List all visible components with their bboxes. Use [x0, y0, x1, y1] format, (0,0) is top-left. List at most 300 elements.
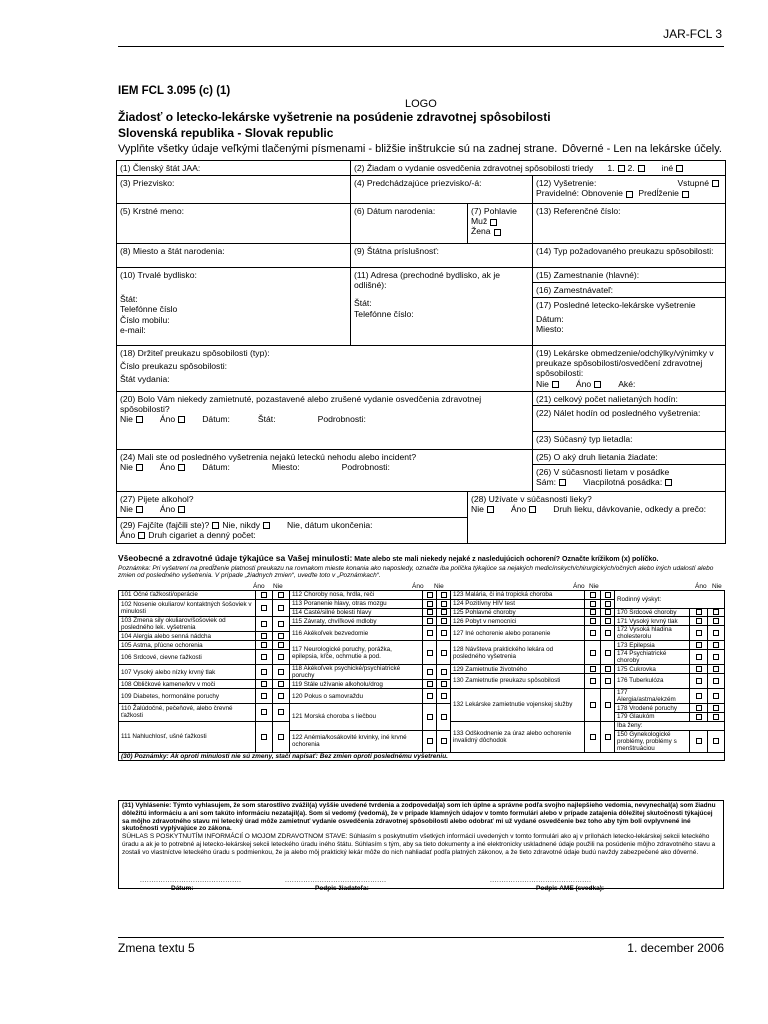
history-no-cell — [273, 599, 290, 617]
class-1-checkbox[interactable] — [618, 165, 625, 172]
confidential-note: Dôverné - Len na lekárske účely. — [562, 143, 722, 155]
history-no-checkbox[interactable] — [605, 630, 611, 636]
history-no-cell — [437, 680, 451, 689]
history-no-cell — [601, 617, 615, 626]
history-yes-checkbox[interactable] — [427, 714, 433, 720]
limitations-no-checkbox[interactable] — [552, 381, 559, 388]
history-yes-checkbox[interactable] — [696, 678, 702, 684]
history-yes-cell — [256, 641, 273, 650]
history-no-cell — [273, 689, 290, 704]
history-yes-cell — [256, 591, 273, 600]
header-rule — [118, 46, 724, 47]
history-no-checkbox[interactable] — [713, 609, 719, 615]
field-permanent-address[interactable]: (10) Trvalé bydlisko: Štát: Telefónne číslo Číslo mobilu: e-mail: — [117, 268, 351, 346]
no-label: Nie — [712, 583, 722, 590]
history-yes-checkbox[interactable] — [590, 650, 596, 656]
field-examination: (12) Vyšetrenie: Vstupné Pravidelné: Obnovenie Predĺženie — [533, 176, 726, 204]
history-no-checkbox[interactable] — [713, 666, 719, 672]
history-no-cell — [437, 730, 451, 752]
alcohol-no-checkbox[interactable] — [136, 506, 143, 513]
history-no-checkbox[interactable] — [278, 605, 284, 611]
medication-yes-checkbox[interactable] — [529, 506, 536, 513]
alcohol-yes-checkbox[interactable] — [178, 506, 185, 513]
history-yes-checkbox[interactable] — [696, 738, 702, 744]
history-yes-cell — [256, 704, 273, 722]
history-item-label: 175 Cukrovka — [615, 665, 690, 674]
smoking-checkbox[interactable] — [212, 522, 219, 529]
history-no-checkbox[interactable] — [713, 618, 719, 624]
history-no-checkbox[interactable] — [278, 633, 284, 639]
history-item-label: 112 Choroby nosa, hrdla, reči — [290, 591, 423, 600]
history-yes-cell — [690, 704, 708, 713]
no-label: Nie — [589, 583, 599, 590]
history-item-label: 170 Srdcové choroby — [615, 608, 690, 617]
footer-amendment: Zmena textu 5 — [118, 941, 195, 955]
declaration-block — [118, 800, 724, 889]
history-item-label: 178 Vrodené poruchy — [615, 704, 690, 713]
history-item-label: 150 Gynekologické problémy, problémy s menštruáciou — [615, 730, 690, 752]
applicant-signature-label: Podpis žiadateľa: — [315, 885, 369, 892]
history-no-cell — [273, 665, 290, 680]
female-checkbox[interactable] — [494, 229, 501, 236]
history-yes-cell — [256, 665, 273, 680]
history-yes-cell — [423, 689, 437, 704]
history-item-label: 119 Stále užívanie alkoholu/drog — [290, 680, 423, 689]
history-no-checkbox[interactable] — [441, 650, 447, 656]
family-history-header: Rodinný výskyt: — [615, 591, 725, 609]
date-line: ............................................ — [140, 877, 242, 884]
history-item-label: 123 Malária, či iná tropická choroba — [451, 591, 585, 600]
history-yes-checkbox[interactable] — [427, 681, 433, 687]
no-label: Nie — [273, 583, 283, 590]
history-yes-checkbox[interactable] — [590, 678, 596, 684]
history-no-checkbox[interactable] — [278, 621, 284, 627]
history-yes-checkbox[interactable] — [261, 592, 267, 598]
field-occupation[interactable]: (15) Zamestnanie (hlavné): — [533, 268, 725, 283]
history-yes-checkbox[interactable] — [590, 601, 596, 607]
accident-no-checkbox[interactable] — [136, 464, 143, 471]
history-no-checkbox[interactable] — [441, 693, 447, 699]
history-no-cell — [601, 626, 615, 641]
remarks-field[interactable]: (30) Poznámky: Ak oproti minulosti nie sú zmeny, stačí napísať: Bez zmien oproti poslednému vyšetreniu. — [119, 752, 725, 761]
history-note: Poznámka: Pri vyšetrení na predĺženie platnosti preukazu na rovnakom mieste konania ako naposledy, označte iba políčka týkajúce sa nejakých medicínskych/chirurgických/očných alebo iných udalostí alebo zmien od posledného vyšetrenia. V prípade „žiadnych zmien“, uveďte toto v „Poznámkach“. — [118, 565, 714, 580]
history-no-checkbox[interactable] — [278, 709, 284, 715]
history-no-cell — [273, 680, 290, 689]
history-item-label: 130 Zamietnutie preukazu spôsobilosti — [451, 673, 585, 688]
extension-checkbox[interactable] — [682, 191, 689, 198]
history-no-checkbox[interactable] — [441, 669, 447, 675]
multi-crew-checkbox[interactable] — [665, 479, 672, 486]
history-no-checkbox[interactable] — [713, 705, 719, 711]
history-item-label: 120 Pokus o samovraždu — [290, 689, 423, 704]
history-yes-checkbox[interactable] — [261, 709, 267, 715]
history-yes-checkbox[interactable] — [427, 630, 433, 636]
history-no-checkbox[interactable] — [441, 738, 447, 744]
field-smoking: (29) Fajčíte (fajčili ste)? Nie, nikdy Nie, dátum ukončenia: Áno Druh cigariet a denný počet: — [117, 517, 468, 543]
field-aircraft-type[interactable]: (23) Súčasný typ lietadla: — [536, 433, 633, 444]
history-yes-cell — [690, 641, 708, 650]
history-yes-cell — [423, 641, 437, 665]
history-yes-checkbox[interactable] — [696, 630, 702, 636]
history-yes-checkbox[interactable] — [261, 693, 267, 699]
history-item-label: 124 Pozitívny HIV test — [451, 599, 585, 608]
yes-label: Áno — [412, 583, 424, 590]
history-yes-checkbox[interactable] — [696, 654, 702, 660]
history-no-cell — [437, 704, 451, 730]
history-yes-checkbox[interactable] — [590, 618, 596, 624]
history-yes-checkbox[interactable] — [696, 693, 702, 699]
history-item-label: 171 Vysoký krvný tlak — [615, 617, 690, 626]
history-item-label: 122 Anémia/kosákovité krvinky, iné krvné ochorenia — [290, 730, 423, 752]
history-no-cell — [601, 665, 615, 674]
history-yes-cell — [585, 641, 601, 665]
history-no-checkbox[interactable] — [278, 654, 284, 660]
doc-id: JAR-FCL 3 — [663, 27, 722, 41]
history-yes-checkbox[interactable] — [427, 609, 433, 615]
history-no-cell — [437, 599, 451, 608]
history-no-cell — [273, 591, 290, 600]
history-yes-cell — [256, 599, 273, 617]
history-item-label: 121 Morská choroba s liečbou — [290, 704, 423, 730]
history-no-cell — [708, 650, 725, 665]
history-yes-checkbox[interactable] — [696, 714, 702, 720]
history-no-checkbox[interactable] — [278, 693, 284, 699]
history-yes-cell — [690, 665, 708, 674]
yes-label: Áno — [573, 583, 585, 590]
remarks-row — [119, 752, 725, 761]
renewal-checkbox[interactable] — [626, 191, 633, 198]
history-no-checkbox[interactable] — [441, 681, 447, 687]
field-nationality[interactable]: (9) Štátna príslušnosť: — [351, 244, 533, 268]
history-no-cell — [601, 689, 615, 722]
history-no-cell — [437, 608, 451, 617]
field-birth-place[interactable]: (8) Miesto a štát narodenia: — [117, 244, 351, 268]
history-yes-checkbox[interactable] — [261, 633, 267, 639]
history-no-checkbox[interactable] — [278, 669, 284, 675]
history-no-cell — [708, 665, 725, 674]
denied-yes-checkbox[interactable] — [178, 416, 185, 423]
history-yes-checkbox[interactable] — [427, 650, 433, 656]
history-item-label: 173 Epilepsia — [615, 641, 690, 650]
class-other-checkbox[interactable] — [676, 165, 683, 172]
medication-no-checkbox[interactable] — [487, 506, 494, 513]
initial-checkbox[interactable] — [712, 180, 719, 187]
field-member-state[interactable]: (1) Členský štát JAA: — [117, 161, 351, 176]
history-item-label: 176 Tuberkulóza — [615, 673, 690, 688]
history-yes-cell — [585, 665, 601, 674]
history-yes-checkbox[interactable] — [696, 666, 702, 672]
history-no-cell — [273, 632, 290, 641]
history-no-cell — [437, 689, 451, 704]
history-item-label: 114 Časté/silné bolesti hlavy — [290, 608, 423, 617]
history-item-label: 118 Akékoľvek psychické/psychiatrické poruchy — [290, 665, 423, 680]
history-item-label: 109 Diabetes, hormonálne poruchy — [119, 689, 256, 704]
history-yes-checkbox[interactable] — [696, 609, 702, 615]
history-item-label: 104 Alergia alebo senná nádcha — [119, 632, 256, 641]
history-no-checkbox[interactable] — [713, 738, 719, 744]
history-yes-cell — [585, 689, 601, 722]
field-flying-type[interactable]: (25) O aký druh lietania žiadate: — [533, 450, 725, 465]
history-yes-cell — [256, 721, 273, 752]
history-no-cell — [273, 721, 290, 752]
history-yes-checkbox[interactable] — [427, 738, 433, 744]
history-yes-cell — [423, 591, 437, 600]
history-row — [119, 641, 725, 650]
history-no-cell — [601, 673, 615, 688]
history-no-cell — [437, 591, 451, 600]
history-no-cell — [437, 641, 451, 665]
footer-rule — [118, 937, 724, 938]
history-item-label: 105 Astma, pľúcne ochorenia — [119, 641, 256, 650]
history-no-cell — [601, 608, 615, 617]
history-yes-cell — [690, 617, 708, 626]
history-yes-checkbox[interactable] — [696, 705, 702, 711]
history-yes-checkbox[interactable] — [261, 642, 267, 648]
history-yes-checkbox[interactable] — [261, 621, 267, 627]
applicant-form — [116, 160, 726, 544]
history-no-cell — [273, 650, 290, 665]
history-no-cell — [708, 608, 725, 617]
field-denied: (20) Bolo Vám niekedy zamietnuté, pozastavené alebo zrušené vydanie osvedčenia zdravotnej spôsobilosti? Nie Áno Dátum: Štát: Podrobnosti: — [117, 391, 533, 449]
history-yes-cell — [423, 704, 437, 730]
history-item-label: 172 Vysoká hladina cholesterolu — [615, 626, 690, 641]
field-employer[interactable]: (16) Zamestnávateľ: — [533, 283, 725, 298]
history-yes-checkbox[interactable] — [261, 654, 267, 660]
history-no-cell — [708, 712, 725, 721]
field-total-hours[interactable]: (21) celkový počet nalietaných hodín: — [533, 392, 725, 406]
applicant-signature-line: ............................................ — [285, 877, 387, 884]
history-no-checkbox[interactable] — [441, 609, 447, 615]
history-yes-cell — [423, 626, 437, 641]
ame-signature-label: Podpis AME (svedka): — [536, 885, 605, 892]
history-item-label: 106 Srdcové, cievne ťažkosti — [119, 650, 256, 665]
history-item-label: 179 Glaukóm — [615, 712, 690, 721]
history-yes-checkbox[interactable] — [590, 592, 596, 598]
accident-yes-checkbox[interactable] — [178, 464, 185, 471]
solo-checkbox[interactable] — [559, 479, 566, 486]
smoker-checkbox[interactable] — [138, 532, 145, 539]
field-flying-group — [533, 449, 726, 491]
history-no-checkbox[interactable] — [278, 592, 284, 598]
history-yes-checkbox[interactable] — [261, 734, 267, 740]
history-item-label: 111 Nahluchlosť, ušné ťažkosti — [119, 721, 256, 752]
history-no-cell — [708, 689, 725, 704]
history-item-label: 125 Pohlavné choroby — [451, 608, 585, 617]
history-no-cell — [708, 673, 725, 688]
declaration-text: (31) Vyhlásenie: Týmto vyhlasujem, že som starostlivo zvážil(a) vyššie uvedené tvrdenia a zodpovedal(a) som ich úplne a správne podľa svojho najlepšieho vedomia, nevynechal(a) som žiadnu dôležitú informáciu a ani som takúto informáciu nezatajil(a). Som si vedomý (vedomá), že v prípade klamných údajov v tomto formulári alebo v prípade zatajenia dôležitej skutočnosti týkajúcej sa môjho zdravotného stavu mi letecký úrad môže zamietnuť vydanie osvedčenia zdravotnej spôsobilosti alebo odobrať mi už vydané osvedčenie bez toho aby tým boli ovplyvnené iné skutočnosti vyplývajúce zo zákona. SÚHLAS S POSKYTNUTÍM INFORMÁCIÍ O MOJOM ZDRAVOTNOM STAVE: Súhlasím s poskytnutím všetkých informácií uvedených v tomto formulári ako aj v prílohách letecko-lekárskej sekcii leteckého úradu a ak je to potrebné aj letecko-lekárskej sekcii leteckého úradu iného štátu. Súhlasím s tým, aby sa tieto dokumenty a iné elektronicky uskladnené údaje použili na posúdenie môjho zdravotného stavu a zostali vo vlastníctve leteckého úradu s podmienkou, že ja alebo môj praktický lekár môže do nich nahliadať podľa platných zákonov, a že tieto zdravotné údaje budú navždy zabezpečené ako dôverné. — [119, 801, 724, 889]
history-item-label: 110 Žalúdočné, pečeňové, alebo črevné ťažkosti — [119, 704, 256, 722]
history-no-checkbox[interactable] — [441, 714, 447, 720]
field-surname[interactable]: (3) Priezvisko: — [117, 176, 351, 204]
history-no-checkbox[interactable] — [441, 630, 447, 636]
history-yes-checkbox[interactable] — [261, 605, 267, 611]
history-yes-cell — [690, 650, 708, 665]
form-country: Slovenská republika - Slovak republic — [118, 126, 334, 140]
history-no-checkbox[interactable] — [605, 592, 611, 598]
ame-signature-line: ............................................ — [490, 877, 592, 884]
history-yes-cell — [585, 608, 601, 617]
field-medication: (28) Užívate v súčasnosti lieky? Nie Áno Druh lieku, dávkovanie, odkedy a prečo: — [468, 491, 726, 543]
history-yes-cell — [585, 673, 601, 688]
history-yes-checkbox[interactable] — [261, 681, 267, 687]
history-no-checkbox[interactable] — [278, 681, 284, 687]
history-item-label: 128 Návšteva praktického lekára od posledného vyšetrenia — [451, 641, 585, 665]
history-yes-cell — [585, 721, 601, 752]
history-yes-cell — [690, 673, 708, 688]
field-reference-number[interactable]: (13) Referenčné číslo: — [533, 204, 726, 244]
history-item-label: 127 Iné ochorenie alebo poranenie — [451, 626, 585, 641]
history-no-checkbox[interactable] — [605, 601, 611, 607]
history-no-cell — [708, 704, 725, 713]
history-item-label: 117 Neurologické poruchy, porážka, epilepsia, kŕče, ochrnutie a pod. — [290, 641, 423, 665]
history-yes-checkbox[interactable] — [590, 734, 596, 740]
history-item-label: 132 Lekárske zamietnutie vojenskej služby — [451, 689, 585, 722]
history-no-checkbox[interactable] — [441, 592, 447, 598]
history-item-label: 174 Psychiatrické choroby — [615, 650, 690, 665]
history-yes-cell — [690, 712, 708, 721]
field-accident: (24) Mali ste od posledného vyšetrenia nejakú leteckú nehodu alebo incident? Nie Áno Dátum: Miesto: Podrobnosti: — [117, 449, 533, 491]
history-item-label: 108 Obličkové kamene/krv v moči — [119, 680, 256, 689]
history-no-checkbox[interactable] — [605, 678, 611, 684]
male-checkbox[interactable] — [490, 219, 497, 226]
history-yes-cell — [585, 617, 601, 626]
history-item-label: 113 Poranenie hlavy, otras mozgu — [290, 599, 423, 608]
history-yes-cell — [256, 650, 273, 665]
history-no-checkbox[interactable] — [278, 642, 284, 648]
history-no-checkbox[interactable] — [605, 666, 611, 672]
history-row — [119, 689, 725, 704]
history-yes-checkbox[interactable] — [590, 666, 596, 672]
field-sex: (7) Pohlavie Muž Žena — [468, 204, 533, 244]
history-yes-cell — [256, 689, 273, 704]
field-previous-surname[interactable]: (4) Predchádzajúce priezvisko/-á: — [351, 176, 533, 204]
history-no-cell — [601, 641, 615, 665]
history-no-checkbox[interactable] — [605, 618, 611, 624]
field-licence-holder[interactable]: (18) Držiteľ preukazu spôsobilosti (typ): Číslo preukazu spôsobilosti: Štát vydania: — [117, 346, 533, 392]
field-first-name[interactable]: (5) Krstné meno: — [117, 204, 351, 244]
history-no-checkbox[interactable] — [713, 693, 719, 699]
history-no-cell — [437, 665, 451, 680]
history-item-label: Iba ženy: — [615, 721, 725, 730]
history-item-label: 103 Zmena sily okuliarov/šošoviek od posledného lek. vyšetrenia — [119, 617, 256, 632]
history-yes-checkbox[interactable] — [590, 702, 596, 708]
yes-label: Áno — [253, 583, 265, 590]
history-no-checkbox[interactable] — [713, 678, 719, 684]
form-code: IEM FCL 3.095 (c) (1) — [118, 85, 231, 97]
history-no-checkbox[interactable] — [605, 702, 611, 708]
field-birth-date[interactable]: (6) Dátum narodenia: — [351, 204, 468, 244]
history-heading: Všeobecné a zdravotné údaje týkajúce sa Vašej minulosti: Mate alebo ste mali niekedy nejaké z nasledujúcich ochorení? Označte krížikom (x) políčko. — [118, 553, 659, 563]
history-yes-cell — [423, 665, 437, 680]
yes-label: Áno — [695, 583, 707, 590]
history-no-checkbox[interactable] — [278, 734, 284, 740]
history-item-label: 102 Nosenie okuliarov/ kontaktných šošoviek v minulosti — [119, 599, 256, 617]
history-yes-checkbox[interactable] — [427, 669, 433, 675]
history-no-cell — [437, 617, 451, 626]
history-no-cell — [601, 599, 615, 608]
field-last-exam[interactable]: (17) Posledné letecko-lekárske vyšetrenie Dátum: Miesto: — [536, 300, 696, 334]
field-occupation-group — [533, 268, 726, 346]
history-no-checkbox[interactable] — [713, 714, 719, 720]
history-item-label: 133 Odškodnenie za úraz alebo ochorenie invalidný dôchodok — [451, 721, 585, 752]
history-yes-cell — [585, 591, 601, 600]
history-no-cell — [708, 730, 725, 752]
history-yes-checkbox[interactable] — [590, 630, 596, 636]
history-yes-cell — [423, 680, 437, 689]
history-yes-checkbox[interactable] — [696, 642, 702, 648]
field-temporary-address[interactable]: (11) Adresa (prechodné bydlisko, ak je odlišné): Štát: Telefónne číslo: — [351, 268, 533, 346]
history-no-checkbox[interactable] — [713, 630, 719, 636]
limitations-yes-checkbox[interactable] — [594, 381, 601, 388]
history-no-checkbox[interactable] — [605, 650, 611, 656]
history-yes-checkbox[interactable] — [427, 693, 433, 699]
class-2-checkbox[interactable] — [638, 165, 645, 172]
history-no-cell — [601, 591, 615, 600]
never-smoked-checkbox[interactable] — [263, 522, 270, 529]
history-no-checkbox[interactable] — [713, 642, 719, 648]
medical-history-table — [118, 590, 725, 761]
history-item-label: 177 Alergia/astma/ekzém — [615, 689, 690, 704]
denied-no-checkbox[interactable] — [136, 416, 143, 423]
history-yes-checkbox[interactable] — [590, 609, 596, 615]
history-yes-cell — [423, 617, 437, 626]
form-instructions: Vyplňte všetky údaje veľkými tlačenými písmenami - bližšie inštrukcie sú na zadnej strane. — [118, 143, 558, 155]
history-yes-cell — [690, 730, 708, 752]
history-yes-cell — [256, 680, 273, 689]
history-yes-checkbox[interactable] — [427, 601, 433, 607]
history-item-label: 129 Zamietnutie životného — [451, 665, 585, 674]
history-item-label: 101 Očné ťažkosti/operácie — [119, 591, 256, 600]
history-no-cell — [708, 617, 725, 626]
history-yes-checkbox[interactable] — [427, 618, 433, 624]
history-no-cell — [273, 704, 290, 722]
logo-placeholder: LOGO — [405, 98, 437, 110]
form-title: Žiadosť o letecko-lekárske vyšetrenie na posúdenie zdravotnej spôsobilosti — [118, 110, 551, 124]
history-no-cell — [437, 626, 451, 641]
field-alcohol: (27) Pijete alkohol? Nie Áno — [117, 491, 468, 517]
history-item-label: 116 Akékoľvek bezvedomie — [290, 626, 423, 641]
footer-date: 1. december 2006 — [627, 941, 724, 955]
history-yes-cell — [423, 599, 437, 608]
history-yes-checkbox[interactable] — [261, 669, 267, 675]
history-no-cell — [273, 617, 290, 632]
history-yes-cell — [690, 608, 708, 617]
history-yes-cell — [690, 626, 708, 641]
history-item-label: 115 Závraty, chvíľkové mdloby — [290, 617, 423, 626]
history-no-checkbox[interactable] — [605, 609, 611, 615]
history-row — [119, 665, 725, 674]
history-yes-checkbox[interactable] — [696, 618, 702, 624]
field-hours-group — [533, 391, 726, 449]
history-yes-cell — [690, 689, 708, 704]
history-no-checkbox[interactable] — [441, 601, 447, 607]
field-licence-type[interactable]: (14) Typ požadovaného preukazu spôsobilosti: — [533, 244, 726, 268]
history-no-cell — [273, 641, 290, 650]
history-no-checkbox[interactable] — [605, 734, 611, 740]
history-yes-cell — [585, 599, 601, 608]
date-label: Dátum: — [171, 885, 194, 892]
history-no-checkbox[interactable] — [441, 618, 447, 624]
field-hours-since[interactable]: (22) Nálet hodín od posledného vyšetrenia: — [533, 406, 725, 432]
history-yes-checkbox[interactable] — [427, 592, 433, 598]
history-no-checkbox[interactable] — [713, 654, 719, 660]
history-item-label: 107 Vysoký alebo nízky krvný tlak — [119, 665, 256, 680]
history-no-cell — [708, 641, 725, 650]
history-no-cell — [601, 721, 615, 752]
field-crew: (26) V súčasnosti lietam v posádke Sám: Viacpilotná posádka: — [533, 465, 725, 489]
history-yes-cell — [585, 626, 601, 641]
history-no-cell — [708, 626, 725, 641]
